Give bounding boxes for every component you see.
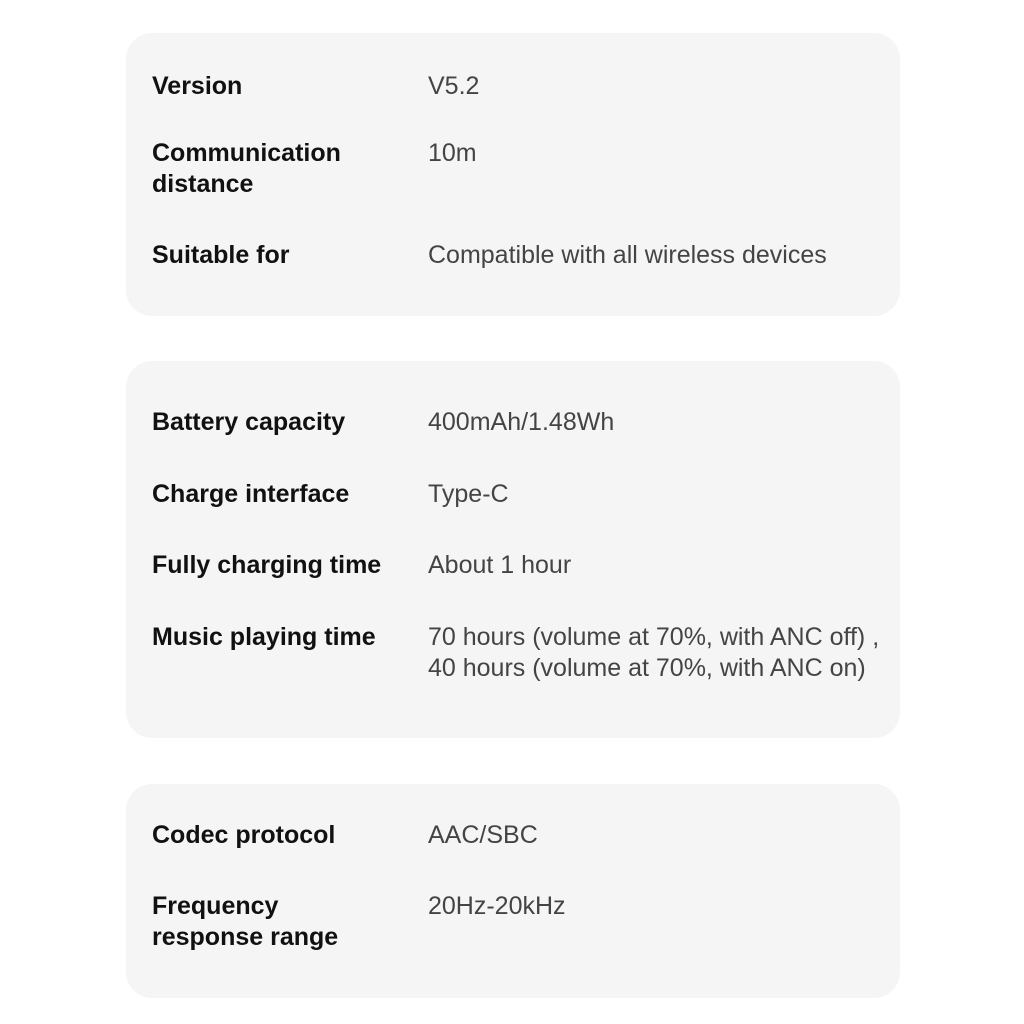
spec-row-version bbox=[152, 71, 890, 102]
spec-value: AAC/SBC bbox=[428, 821, 538, 849]
spec-label: Fully charging time bbox=[152, 551, 382, 579]
spec-row-fully-charging-time bbox=[152, 550, 890, 581]
spec-value: Compatible with all wireless devices bbox=[428, 241, 827, 269]
spec-row-codec-protocol bbox=[152, 820, 890, 851]
spec-label: Frequency response range bbox=[152, 892, 339, 951]
spec-card-audio bbox=[126, 784, 900, 998]
spec-row-battery-capacity bbox=[152, 407, 890, 438]
spec-value: V5.2 bbox=[428, 72, 480, 100]
spec-value: 10m bbox=[428, 139, 477, 167]
spec-value: About 1 hour bbox=[428, 551, 572, 579]
spec-row-frequency-response-range bbox=[152, 891, 890, 953]
spec-label: Battery capacity bbox=[152, 408, 346, 436]
spec-value: 20Hz-20kHz bbox=[428, 892, 566, 920]
spec-row-communication-distance bbox=[152, 138, 890, 200]
spec-label: Communication distance bbox=[152, 139, 341, 198]
spec-value: Type-C bbox=[428, 480, 509, 508]
spec-label: Suitable for bbox=[152, 241, 290, 269]
spec-value-line: 70 hours (volume at 70%, with ANC off) , bbox=[428, 623, 880, 651]
spec-card-battery bbox=[126, 361, 900, 738]
spec-value: 400mAh/1.48Wh bbox=[428, 408, 615, 436]
spec-value bbox=[428, 622, 890, 684]
spec-row-music-playing-time bbox=[152, 622, 890, 684]
spec-label: Version bbox=[152, 72, 243, 100]
spec-row-charge-interface bbox=[152, 479, 890, 510]
spec-card-connectivity bbox=[126, 33, 900, 316]
spec-row-suitable-for bbox=[152, 240, 890, 271]
spec-label: Music playing time bbox=[152, 623, 376, 651]
spec-value-line: 40 hours (volume at 70%, with ANC on) bbox=[428, 654, 866, 682]
spec-label: Codec protocol bbox=[152, 821, 336, 849]
spec-label: Charge interface bbox=[152, 480, 350, 508]
